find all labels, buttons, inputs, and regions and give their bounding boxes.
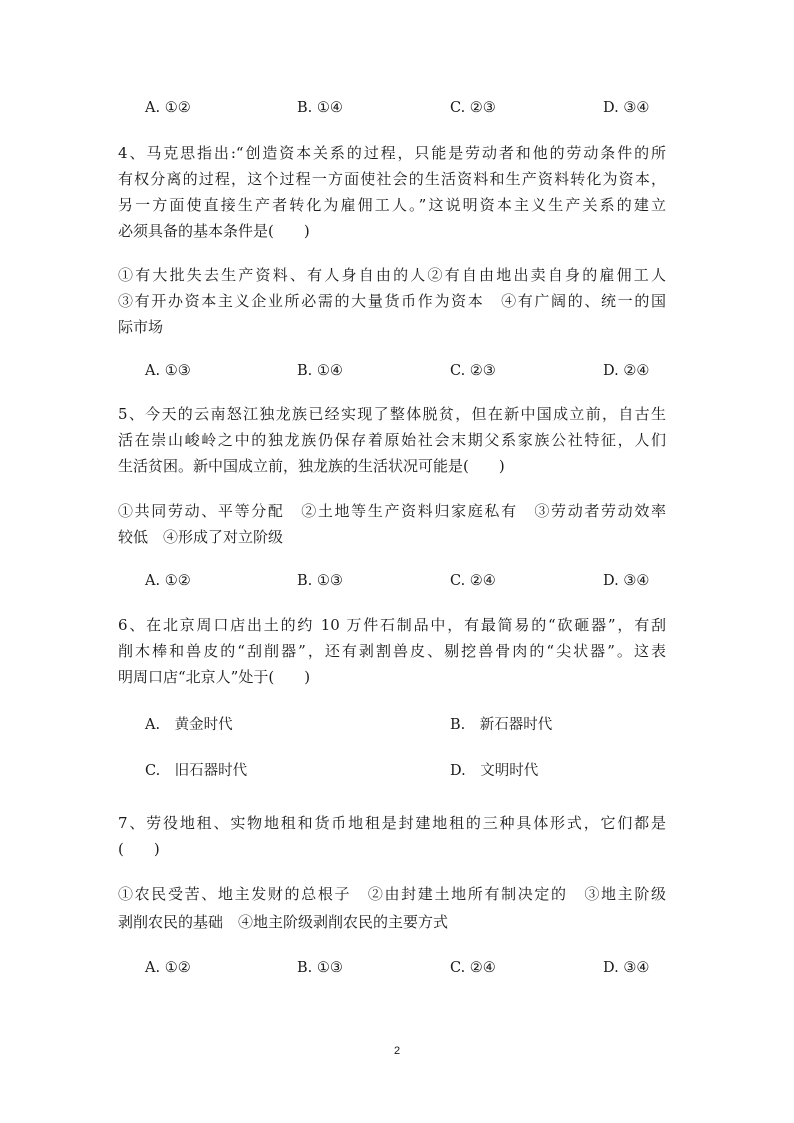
q7-option-d: D. ③④ <box>603 960 650 976</box>
q6-option-b: B. 新石器时代 <box>450 717 553 733</box>
q7-options <box>145 960 705 984</box>
page-number: 2 <box>393 1045 401 1057</box>
q7-option-a: A. ①② <box>145 960 191 976</box>
q7-statement-line: 剥削农民的基础 ④地主阶级剥削农民的主要方式 <box>118 913 449 931</box>
q5-option-b: B. ①③ <box>297 573 343 589</box>
q6-stem-line: 6、在北京周口店出土的约 10 万件石制品中，有最简易的“砍砸器”，有刮 <box>118 616 666 634</box>
q6-stem-line: 削木棒和兽皮的“刮削器”，还有剥割兽皮、剔挖兽骨肉的“尖状器”。这表 <box>118 642 666 660</box>
q4-option-c: C. ②③ <box>450 363 496 379</box>
q4-option-b: B. ①④ <box>297 363 343 379</box>
q6-stem-line: 明周口店“北京人”处于( ) <box>118 668 311 686</box>
q6-option-a: A. 黄金时代 <box>145 717 233 733</box>
q3-option-a: A. ①② <box>145 100 191 116</box>
q4-statement-line: ③有开办资本主义企业所必需的大量货币作为资本 ④有广阔的、统一的国 <box>118 292 666 310</box>
q6-options-row <box>145 759 705 783</box>
q6-options-row <box>145 713 705 737</box>
q4-option-d: D. ②④ <box>603 363 650 379</box>
q5-stem-line: 生活贫困。新中国成立前，独龙族的生活状况可能是( ) <box>118 457 505 475</box>
q7-stem-line: ( ) <box>118 840 160 858</box>
q5-option-a: A. ①② <box>145 573 191 589</box>
q7-option-c: C. ②④ <box>450 960 496 976</box>
q7-stem-line: 7、劳役地租、实物地租和货币地租是封建地租的三种具体形式，它们都是 <box>118 814 666 832</box>
q4-statement-line: 际市场 <box>118 318 164 336</box>
q6-option-c: C. 旧石器时代 <box>145 763 248 779</box>
q4-statement-line: ①有大批失去生产资料、有人身自由的人②有自由地出卖自身的雇佣工人 <box>118 266 666 284</box>
q5-stem-line: 5、今天的云南怒江独龙族已经实现了整体脱贫，但在新中国成立前，自古生 <box>118 405 666 423</box>
q4-stem-line: 有权分离的过程，这个过程一方面使社会的生活资料和生产资料转化为资本， <box>118 170 666 188</box>
q5-options <box>145 573 705 597</box>
q4-stem-line: 另一方面使直接生产者转化为雇佣工人。”这说明资本主义生产关系的建立 <box>118 196 666 214</box>
q4-stem-line: 必须具备的基本条件是( ) <box>118 222 310 240</box>
q3-options <box>145 100 705 124</box>
q6-option-d: D. 文明时代 <box>450 763 539 779</box>
q5-statement-line: ①共同劳动、平等分配 ②土地等生产资料归家庭私有 ③劳动者劳动效率 <box>118 502 666 520</box>
q4-option-a: A. ①③ <box>145 363 191 379</box>
q3-option-b: B. ①④ <box>297 100 343 116</box>
q7-option-b: B. ①③ <box>297 960 343 976</box>
q5-option-c: C. ②④ <box>450 573 496 589</box>
q4-stem-line: 4、马克思指出:“创造资本关系的过程，只能是劳动者和他的劳动条件的所 <box>118 144 666 162</box>
q4-options <box>145 363 705 387</box>
q3-option-c: C. ②③ <box>450 100 496 116</box>
q7-statement-line: ①农民受苦、地主发财的总根子 ②由封建土地所有制决定的 ③地主阶级 <box>118 885 666 903</box>
q5-option-d: D. ③④ <box>603 573 650 589</box>
q3-option-d: D. ③④ <box>603 100 650 116</box>
q5-stem-line: 活在崇山峻岭之中的独龙族仍保存着原始社会末期父系家族公社特征，人们 <box>118 431 666 449</box>
q5-statement-line: 较低 ④形成了对立阶级 <box>118 528 284 546</box>
